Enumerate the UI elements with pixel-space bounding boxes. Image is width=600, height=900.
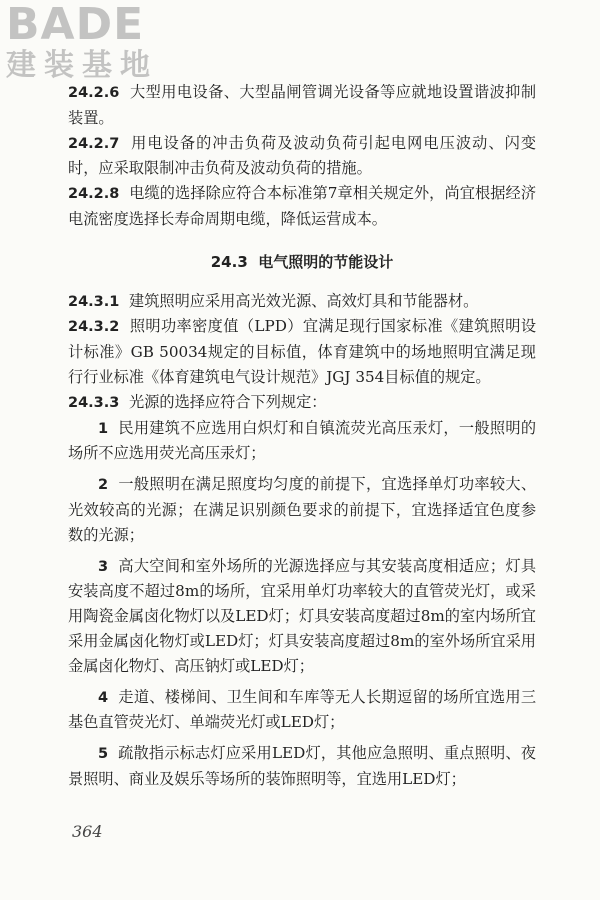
item-text: 一般照明在满足照度均匀度的前提下，宜选择单灯功率较大、光效较高的光源；在满足识别颜色要求的前提下，宜选择适宜色度参数的光源； — [68, 475, 537, 544]
item-number: 4 — [98, 689, 109, 706]
list-item — [68, 554, 536, 679]
clause-24-3-2 — [68, 314, 536, 389]
section-number: 24.3 — [210, 252, 248, 271]
clause-number: 24.3.3 — [68, 394, 120, 411]
item-number: 5 — [98, 746, 109, 763]
section-title: 电气照明的节能设计 — [258, 252, 394, 271]
list-item — [68, 472, 536, 547]
document-page — [68, 80, 536, 792]
clause-24-2-7 — [68, 131, 536, 182]
clause-24-2-8 — [68, 181, 536, 232]
item-number: 3 — [98, 558, 109, 575]
clause-number: 24.2.6 — [68, 85, 120, 101]
clause-number: 24.2.7 — [68, 135, 120, 152]
clause-number: 24.2.8 — [68, 186, 120, 203]
clause-text: 光源的选择应符合下列规定： — [129, 392, 327, 411]
clause-24-3-3 — [68, 390, 536, 416]
clause-text: 用电设备的冲击负荷及波动负荷引起电网电压波动、闪变时，应采取限制冲击负荷及波动负荷的措施。 — [68, 133, 537, 178]
clause-24-3-1 — [68, 289, 536, 315]
list-item — [68, 741, 536, 792]
page-number: 364 — [72, 822, 103, 841]
item-text: 疏散指示标志灯应采用LED灯，其他应急照明、重点照明、夜景照明、商业及娱乐等场所的装饰照明等，宜选用LED灯； — [68, 744, 536, 788]
item-number: 2 — [98, 477, 109, 494]
watermark-logo — [6, 2, 176, 92]
item-text: 民用建筑不应选用白炽灯和自镇流荧光高压汞灯，一般照明的场所不应选用荧光高压汞灯； — [68, 418, 537, 463]
clause-text: 建筑照明应采用高光效光源、高效灯具和节能器材。 — [129, 291, 479, 310]
clause-24-2-6 — [68, 80, 536, 131]
watermark-subtitle: 建装基地 — [6, 48, 158, 83]
list-item — [68, 685, 536, 736]
item-text: 高大空间和室外场所的光源选择应与其安装高度相适应；灯具安装高度不超过8m的场所，宜采用单灯功率较大的直管荧光灯，或采用陶瓷金属卤化物灯以及LED灯；灯具安装高度超过8m的室内场所宜采用金属卤化物灯或LED灯；灯具安装高度超过8m的室外场所宜采用金属卤化物灯、高压钠灯或LED灯； — [68, 556, 537, 675]
watermark-logo-text: BADE — [6, 0, 145, 50]
clause-text: 电缆的选择除应符合本标准第7章相关规定外，尚宜根据经济电流密度选择长寿命周期电缆，降低运营成本。 — [68, 184, 537, 228]
item-number: 1 — [98, 420, 109, 437]
list-item — [68, 416, 536, 467]
section-heading — [68, 250, 536, 275]
clause-number: 24.3.1 — [68, 293, 120, 310]
clause-text: 大型用电设备、大型晶闸管调光设备等应就地设置谐波抑制装置。 — [68, 83, 537, 127]
clause-number: 24.3.2 — [68, 319, 120, 336]
clause-text: 照明功率密度值（LPD）宜满足现行国家标准《建筑照明设计标准》GB 50034规定的目标值，体育建筑中的场地照明宜满足现行行业标准《体育建筑电气设计规范》JGJ 354目标值的规定。 — [68, 317, 537, 386]
item-text: 走道、楼梯间、卫生间和车库等无人长期逗留的场所宜选用三基色直管荧光灯、单端荧光灯或LED灯； — [68, 687, 537, 732]
